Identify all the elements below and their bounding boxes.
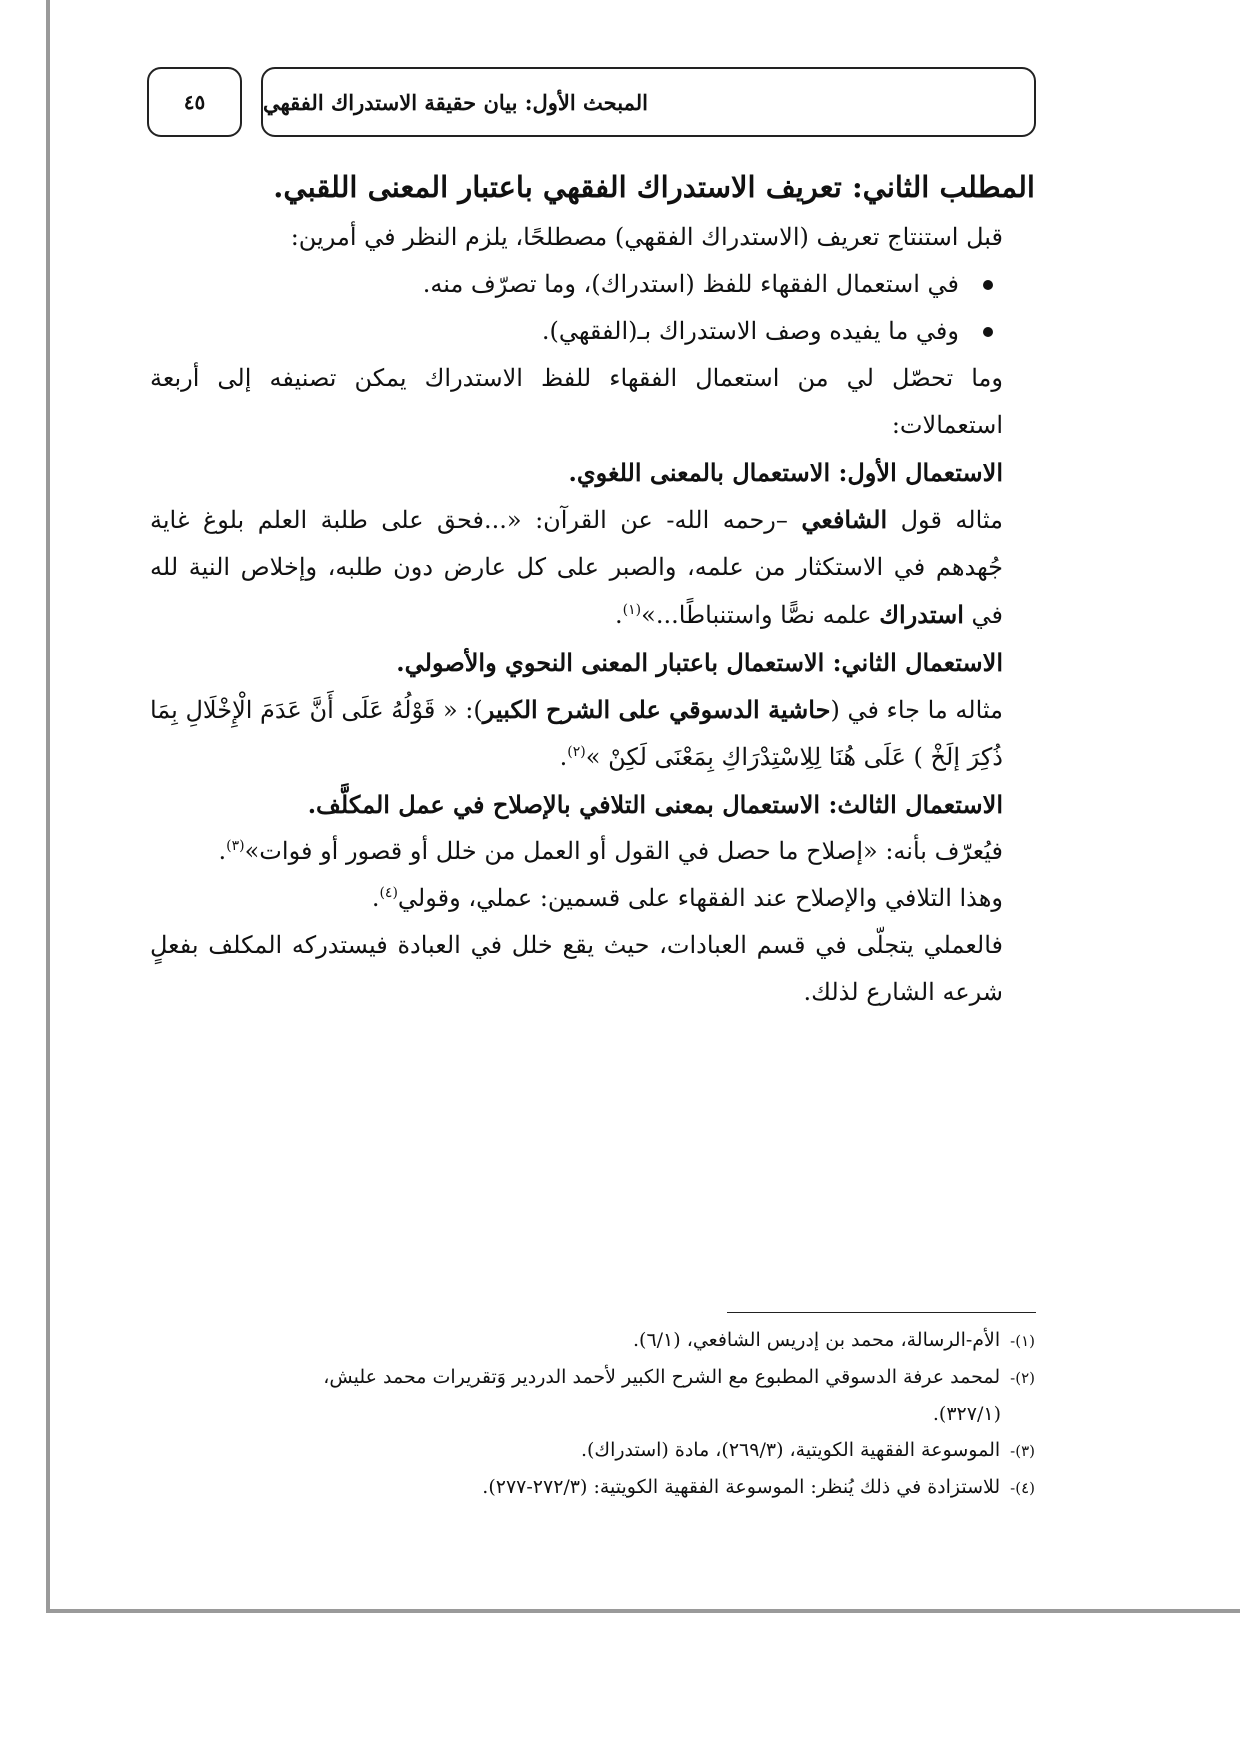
footnote-number: (٢)- <box>1010 1369 1035 1387</box>
author-name: الشافعي <box>801 505 888 534</box>
footnote <box>150 1359 1035 1396</box>
classification-paragraph: وما تحصّل لي من استعمال الفقهاء للفظ الاستدراك يمكن تصنيفه إلى أربعة استعمالات: <box>150 364 1003 439</box>
book-title: حاشية الدسوقي على الشرح الكبير <box>482 695 831 724</box>
usage-2-paragraph: مثاله ما جاء في (حاشية الدسوقي على الشرح الكبير): « قَوْلُهُ عَلَى أَنَّ عَدَمَ الْإِخْلَالِ بِمَا ذُكِرَ إلَخْ ) عَلَى هُنَا لِلِاسْتِدْرَاكِ بِمَعْنَى لَكِنْ »$^{(٢)}$. <box>149 695 1003 771</box>
bullet-icon <box>983 280 993 290</box>
footnote-number: (٤)- <box>1010 1479 1035 1497</box>
footnote <box>150 1469 1035 1506</box>
usage-2-title: الاستعمال الثاني: الاستعمال باعتبار المعنى النحوي والأصولي. <box>396 648 1003 677</box>
bullet-icon <box>983 327 993 337</box>
usage-1-title: الاستعمال الأول: الاستعمال بالمعنى اللغوي. <box>568 458 1003 487</box>
footnote-ref-3[interactable]: (٣) <box>226 838 245 854</box>
practical-paragraph: فالعملي يتجلّى في قسم العبادات، حيث يقع خلل في العبادة فيستدركه المكلف بفعلٍ شرعه الشارع لذلك. <box>150 931 1003 1006</box>
footnote-ref-2[interactable]: (٢) <box>567 744 586 760</box>
bullet-list <box>150 261 1035 355</box>
footnote-text: للاستزادة في ذلك يُنظر: الموسوعة الفقهية الكويتية: (٢٧٢/٣-٢٧٧). <box>482 1476 1001 1498</box>
footnote <box>150 1432 1035 1469</box>
footnote-text: لمحمد عرفة الدسوقي المطبوع مع الشرح الكبير لأحمد الدردير وَتقريرات محمد عليش، <box>323 1366 1001 1388</box>
footnote-ref-4[interactable]: (٤) <box>379 885 398 901</box>
running-header <box>261 67 1036 137</box>
footnote <box>150 1322 1035 1359</box>
list-item <box>150 261 1035 308</box>
footnote-separator <box>727 1312 1036 1313</box>
usage-3-paragraph: فيُعرّف بأنه: «إصلاح ما حصل في القول أو العمل من خلل أو قصور أو فوات»$^{(٣)}$. <box>218 837 1003 865</box>
footnote-number: (١)- <box>1010 1332 1035 1350</box>
types-paragraph: وهذا التلافي والإصلاح عند الفقهاء على قسمين: عملي، وقولي$^{(٤)}$. <box>371 884 1003 912</box>
usage-1-paragraph: مثاله قول الشافعي –رحمه الله- عن القرآن: «...فحق على طلبة العلم بلوغ غاية جُهدهم في الاستكثار من علمه، والصبر على كل عارض دون طلبه، وإخلاص النية لله في استدراك علمه نصًّا واستنباطًا...»$^{(١)}$. <box>150 505 1003 629</box>
main-content <box>150 160 1035 1016</box>
footnote-number: (٣)- <box>1010 1442 1035 1460</box>
keyword-istidrak: استدراك <box>879 600 964 629</box>
footnote-text: الأم-الرسالة، محمد بن إدريس الشافعي، (٦/١). <box>633 1329 1001 1351</box>
page-frame-bottom <box>46 1609 1240 1613</box>
footnotes <box>150 1322 1035 1506</box>
footnote-text: الموسوعة الفقهية الكويتية، (٢٦٩/٣)، مادة (استدراك). <box>580 1439 1001 1461</box>
footnote-ref-1[interactable]: (١) <box>622 602 642 618</box>
page-frame-left <box>46 0 50 1612</box>
usage-3-title: الاستعمال الثالث: الاستعمال بمعنى التلافي بالإصلاح في عمل المكلَّف. <box>307 790 1003 819</box>
page-number: ٤٥ <box>147 67 242 137</box>
list-item-text: وفي ما يفيده وصف الاستدراك بـ(الفقهي). <box>541 317 959 345</box>
section-heading: المطلب الثاني: تعريف الاستدراك الفقهي باعتبار المعنى اللقبي. <box>273 170 1035 204</box>
list-item <box>150 308 1035 355</box>
list-item-text: في استعمال الفقهاء للفظ (استدراك)، وما تصرّف منه. <box>422 270 959 298</box>
footnote-continuation: (٣٢٧/١). <box>932 1403 1001 1425</box>
running-header-title: المبحث الأول: بيان حقيقة الاستدراك الفقهي <box>263 89 648 115</box>
intro-paragraph: قبل استنتاج تعريف (الاستدراك الفقهي) مصطلحًا، يلزم النظر في أمرين: <box>290 223 1003 251</box>
